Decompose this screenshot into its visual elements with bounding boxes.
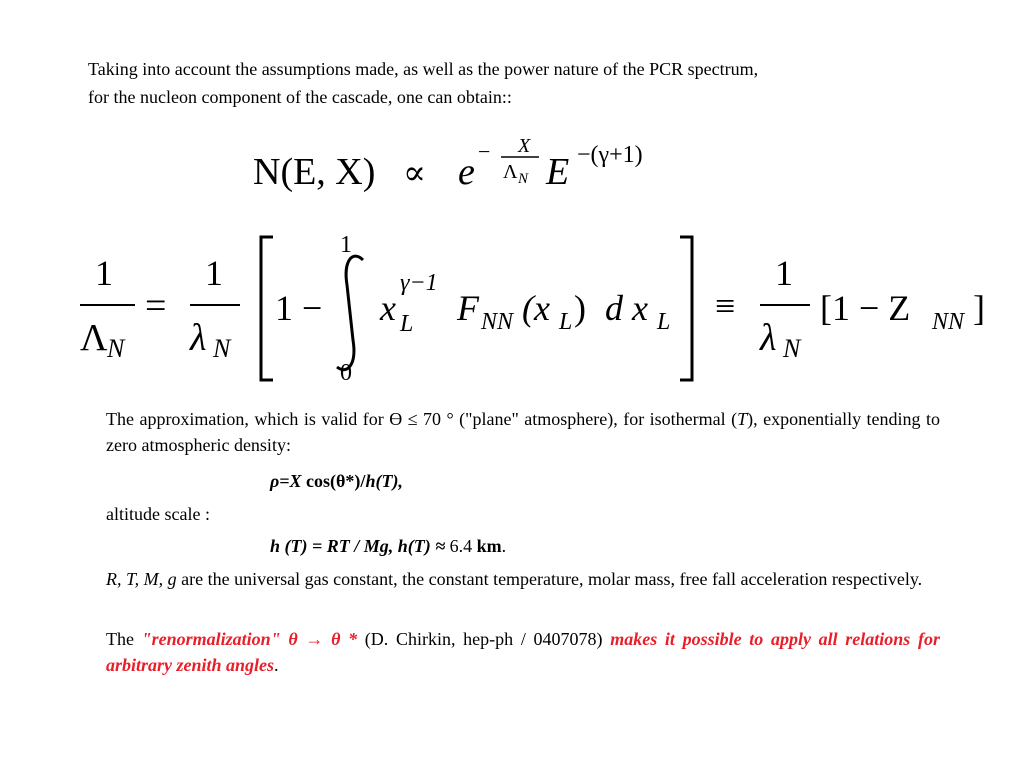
formula2-mid-sub: N [213, 334, 231, 363]
formula2-mid-num: 1 [205, 253, 223, 293]
formula2-mid-lambda: λ [190, 317, 207, 359]
formula1-lhs: N(E, X) [253, 151, 376, 193]
formula2-rhs-bracket: [1 − Z [820, 288, 911, 328]
formula2-rhs-lambda: λ [760, 317, 777, 359]
formula2-dx: d x [605, 288, 648, 328]
renorm-end: . [274, 655, 279, 675]
intro-line-1: Taking into account the assumptions made, as well as the power nature of the PCR spectrum, [88, 59, 759, 79]
formula1-propto: ∝ [403, 155, 427, 192]
rho-eq-b: cos(θ*)/ [306, 471, 366, 491]
formula1-E: E [546, 151, 570, 193]
formula1-exp-num: X [518, 135, 531, 157]
renorm-reference: (D. Chirkin, hep-ph / 0407078) [357, 629, 611, 649]
formula2-lhs-Lambda: Λ [80, 317, 108, 359]
formula2-F-arg: (x [522, 288, 550, 328]
formula-cascade-spectrum [253, 132, 713, 202]
rho-eq-a: ρ=X [270, 471, 302, 491]
formula2-lhs-num: 1 [95, 253, 113, 293]
h-eq-a: h (T) = RT / Mg, h(T) ≈ [270, 536, 446, 556]
formula2-rhs-close: ] [973, 288, 985, 328]
formula2-rhs-sub: N [783, 334, 801, 363]
renorm-the: The [106, 629, 142, 649]
formula2-bracket-left [261, 237, 273, 380]
formula1-base: e [458, 151, 475, 193]
formula-absorption-length [75, 225, 990, 390]
approx-text-a: The approximation, which is valid for ϴ ≤ 70 ° ("plane" atmosphere), for isothermal ( [106, 409, 738, 429]
formula2-rhs-num: 1 [775, 253, 793, 293]
formula2-one-minus: 1 − [275, 288, 323, 328]
formula2-equals: = [145, 285, 167, 327]
formula2-x-sub: L [400, 311, 414, 337]
intro-line-2: for the nucleon component of the cascade, one can obtain:: [88, 87, 512, 107]
formula2-F-sub: NN [481, 309, 514, 335]
formula2-F: F [457, 288, 479, 328]
density-equation [106, 468, 940, 494]
formula2-bracket-right [680, 237, 692, 380]
formula1-exp-den-sub: N [518, 171, 529, 187]
integral-sign [337, 256, 363, 370]
formula2-int-upper: 1 [340, 232, 352, 258]
formula2-F-arg-close: ) [574, 288, 586, 328]
formula2-int-lower: 0 [340, 360, 352, 386]
formula2-exp-gamma: γ−1 [400, 270, 438, 296]
approx-text-b: ), exponentially tending to zero atmospheric density: [106, 409, 940, 455]
approx-text-T: T [737, 409, 748, 429]
formula2-rhs-Z-sub: NN [932, 309, 965, 335]
constants-text: are the universal gas constant, the constant temperature, molar mass, free fall acceleration respectively. [176, 569, 923, 589]
h-eq-km: km [476, 536, 502, 556]
formula2-F-arg-sub: L [559, 309, 573, 335]
constants-paragraph [106, 566, 940, 592]
h-eq-b: 6.4 [445, 536, 477, 556]
approximation-paragraph [106, 406, 940, 458]
formula2-x: x [380, 288, 396, 328]
renorm-highlight: "renormalization" θ → θ * [141, 629, 358, 649]
altitude-equation [106, 533, 940, 559]
formula2-equiv: ≡ [715, 286, 736, 326]
formula1-exp-sign: − [478, 139, 491, 164]
formula2-lhs-sub: N [107, 334, 125, 363]
intro-paragraph [88, 55, 948, 111]
rho-eq-c: h(T), [365, 471, 403, 491]
formula1-E-exponent: −(γ+1) [577, 142, 643, 168]
altitude-label: altitude scale : [106, 504, 210, 524]
formula1-exp-den: Λ [503, 161, 518, 183]
constants-vars: R, T, M, g [106, 569, 177, 589]
renormalization-paragraph [106, 626, 940, 678]
renorm-conclusion: makes it possible to apply all relations for arbitrary zenith angles [106, 629, 940, 675]
h-eq-dot: . [501, 536, 507, 556]
formula2-dx-sub: L [657, 309, 671, 335]
